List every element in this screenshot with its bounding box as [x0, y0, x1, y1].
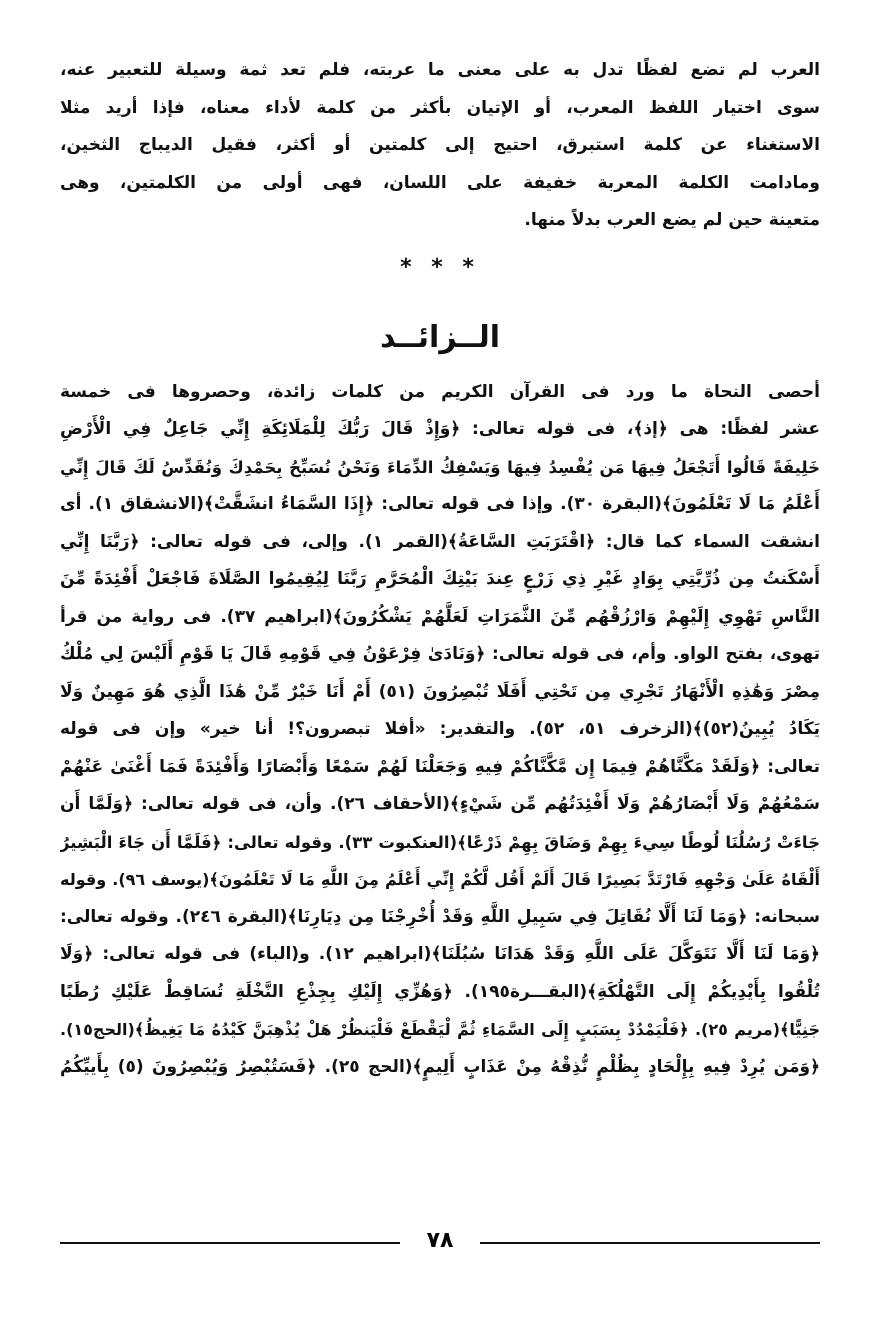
page-content	[60, 52, 820, 1086]
text-line: سوى اختيار اللفظ المعرب، أو الإتيان بأكثر من كلمة لأداء معناه، فإذا أريد مثلا	[60, 97, 820, 118]
page-number: ٧٨	[426, 1228, 454, 1253]
section-title: الــزائــد	[379, 319, 501, 355]
footer-rule-right	[480, 1242, 820, 1244]
text-line: خَلِيفَةً قَالُوا أَتَجْعَلُ فِيهَا مَن يُفْسِدُ فِيهَا وَيَسْفِكُ الدِّمَاءَ وَنَحْنُ نُسَبِّحُ بِحَمْدِكَ وَنُقَدِّسُ لَكَ قَالَ إِنِّي	[60, 457, 820, 477]
text-line: ومادامت الكلمة المعربة خفيفة على اللسان، فهى أولى من الكلمتين، وهى	[60, 172, 820, 193]
section-separator: * * *	[400, 254, 480, 280]
page-footer	[60, 1228, 820, 1258]
text-line: النَّاسِ تَهْوِي إِلَيْهِمْ وَارْزُقْهُم مِّنَ الثَّمَرَاتِ لَعَلَّهُمْ يَشْكُرُونَ﴾(ابراهيم ٣٧). فى رواية من قرأ	[60, 606, 820, 627]
text-line: ﴿وَمَا لَنَا أَلَّا نَتَوَكَّلَ عَلَى اللَّهِ وَقَدْ هَدَانَا سُبُلَنَا﴾(ابراهيم ١٢). و(الباء) فى قوله تعالى: ﴿وَلَا	[60, 944, 820, 964]
text-line: انشقت السماء كما قال: ﴿اقْتَرَبَتِ السَّاعَةُ﴾(القمر ١). وإلى، فى قوله تعالى: ﴿رَبَّنَا إِنِّي	[60, 531, 820, 552]
text-line: يَكَادُ يُبِينُ(٥٢)﴾(الزخرف ٥١، ٥٢). والتقدير: «أفلا تبصرون؟! أنا خير» وإن فى قوله	[60, 719, 820, 739]
text-line: العرب لم تضع لفظًا تدل به على معنى ما عربته، فلم تعد ثمة وسيلة للتعبير عنه،	[60, 60, 820, 80]
text-line: متعينة حين لم يضع العرب بدلاً منها.	[524, 210, 820, 230]
text-line: الاستغناء عن كلمة استبرق، احتيج إلى كلمتين أو أكثر، فقيل الديباج الثخين،	[60, 135, 820, 155]
text-line: سَمْعُهُمْ وَلَا أَبْصَارُهُمْ وَلَا أَفْئِدَتُهُم مِّن شَيْءٍ﴾(الأحقاف ٢٦). وأن، فى قوله تعالى: ﴿وَلَمَّا أَن	[60, 794, 820, 814]
text-line: سبحانه: ﴿وَمَا لَنَا أَلَّا نُقَاتِلَ فِي سَبِيلِ اللَّهِ وَقَدْ أُخْرِجْنَا مِن دِيَارِنَا﴾(البقرة ٢٤٦). وقوله تعالى:	[60, 906, 820, 927]
text-line: تُلْقُوا بِأَيْدِيكُمْ إِلَى التَّهْلُكَةِ﴾(البقـــرة١٩٥). ﴿وَهُزِّي إِلَيْكِ بِجِذْعِ النَّخْلَةِ تُسَاقِطْ عَلَيْكِ رُطَبًا	[60, 981, 820, 1002]
text-line: تعالى: ﴿وَلَقَدْ مَكَّنَّاهُمْ فِيمَا إِن مَّكَّنَّاكُمْ فِيهِ وَجَعَلْنَا لَهُمْ سَمْعًا وَأَبْصَارًا وَأَفْئِدَةً فَمَا أَغْنَىٰ عَنْهُمْ	[60, 756, 820, 777]
text-line: تهوى، بفتح الواو. وأم، فى قوله تعالى: ﴿وَنَادَىٰ فِرْعَوْنُ فِي قَوْمِهِ قَالَ يَا قَوْمِ أَلَيْسَ لِي مُلْكُ	[60, 644, 820, 664]
text-line: أَلْقَاهُ عَلَىٰ وَجْهِهِ فَارْتَدَّ بَصِيرًا قَالَ أَلَمْ أَقُل لَّكُمْ إِنِّي أَعْلَمُ مِنَ اللَّهِ مَا لَا تَعْلَمُونَ﴾(يوسف ٩٦). وقوله	[60, 870, 820, 889]
body-paragraph	[60, 374, 820, 1087]
text-line: أَعْلَمُ مَا لَا تَعْلَمُونَ﴾(البقرة ٣٠). وإذا فى قوله تعالى: ﴿إِذَا السَّمَاءُ انشَقَّتْ﴾(الانشقاق ١). أى	[60, 494, 820, 514]
text-line: أَسْكَنتُ مِن ذُرِّيَّتِي بِوَادٍ غَيْرِ ذِي زَرْعٍ عِندَ بَيْتِكَ الْمُحَرَّمِ رَبَّنَا لِيُقِيمُوا الصَّلَاةَ فَاجْعَلْ أَفْئِدَةً مِّنَ	[60, 569, 820, 589]
intro-paragraph	[60, 52, 820, 240]
text-line: جَاءَتْ رُسُلُنَا لُوطًا سِيءَ بِهِمْ وَضَاقَ بِهِمْ ذَرْعًا﴾(العنكبوت ٣٣). وقوله تعالى: ﴿فَلَمَّا أَن جَاءَ الْبَشِيرُ	[60, 832, 820, 852]
text-line: ﴿وَمَن يُرِدْ فِيهِ بِإِلْحَادٍ بِظُلْمٍ نُّذِقْهُ مِنْ عَذَابٍ أَلِيمٍ﴾(الحج ٢٥). ﴿فَسَتُبْصِرُ وَيُبْصِرُونَ (٥) بِأَييِّكُمُ	[60, 1056, 820, 1077]
text-line: عشر لفظًا: هى ﴿إذ﴾، فى قوله تعالى: ﴿وَإِذْ قَالَ رَبُّكَ لِلْمَلَائِكَةِ إِنِّي جَاعِلٌ فِي الْأَرْضِ	[60, 419, 820, 439]
text-line: مِصْرَ وَهَٰذِهِ الْأَنْهَارُ تَجْرِي مِن تَحْتِي أَفَلَا تُبْصِرُونَ (٥١) أَمْ أَنَا خَيْرٌ مِّنْ هَٰذَا الَّذِي هُوَ مَهِينٌ وَلَا	[60, 681, 820, 702]
text-line: جَنِيًّا﴾(مريم ٢٥). ﴿فَلْيَمْدُدْ بِسَبَبٍ إِلَى السَّمَاءِ ثُمَّ لْيَقْطَعْ فَلْيَنظُرْ هَلْ يُذْهِبَنَّ كَيْدُهُ مَا يَغِيظُ﴾(الحج١٥).	[60, 1020, 820, 1039]
text-line: أحصى النحاة ما ورد فى القرآن الكريم من كلمات زائدة، وحصروها فى خمسة	[60, 381, 820, 402]
